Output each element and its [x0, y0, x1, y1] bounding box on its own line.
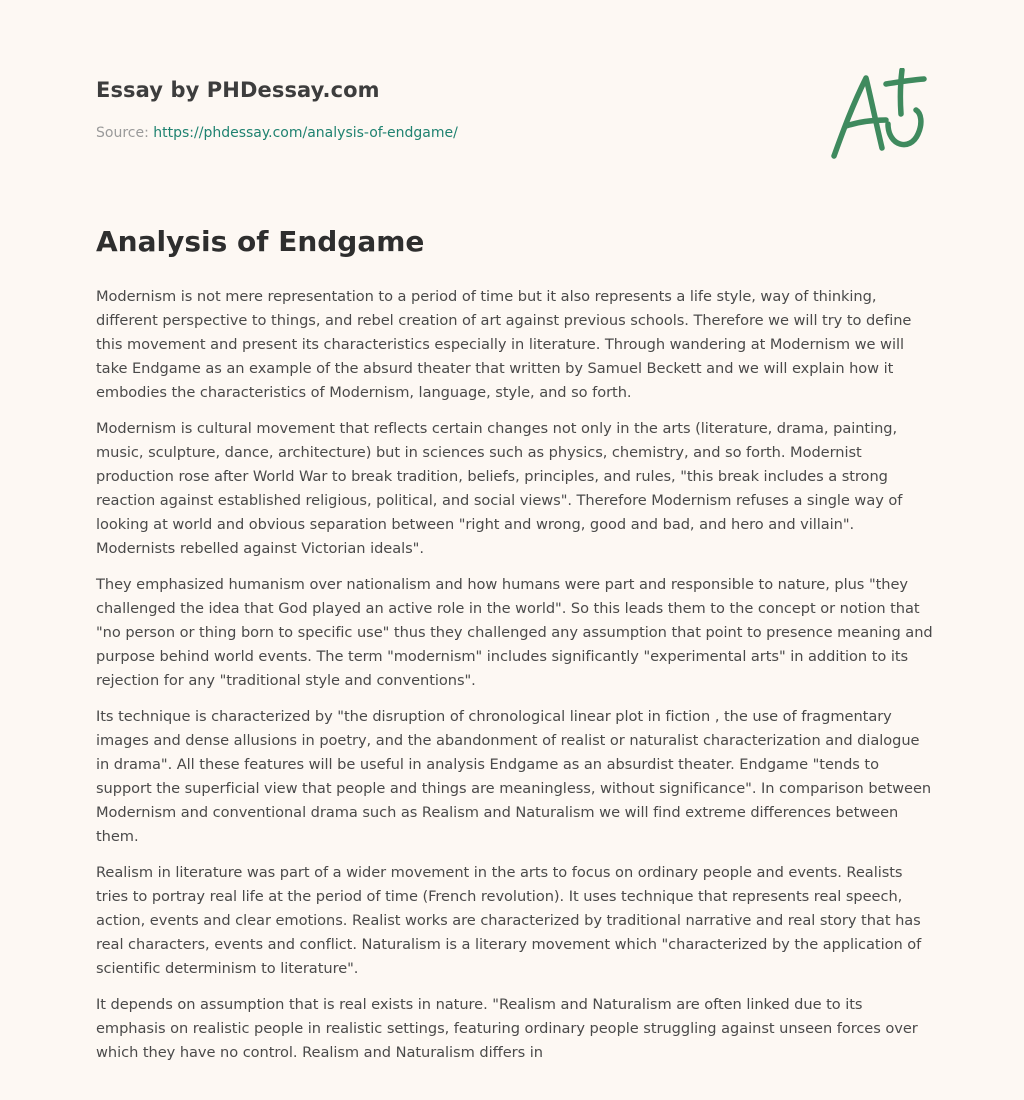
paragraph: Modernism is not mere representation to a period of time but it also represents a life style, way of thinking, different perspective to things, and rebel creation of art against previous schools. Therefore we will try to define this movement and present its characteristics especially in literature. Through wandering at Modernism we will take Endgame as an example of the absurd theater that written by Samuel Beckett and we will explain how it embodies the characteristics of Modernism, language, style, and so forth.: [96, 288, 912, 401]
paragraph: It depends on assumption that is real exists in nature. "Realism and Naturalism are often linked due to its emphasis on realistic people in realistic settings, featuring ordinary people struggling against unseen forces over which they have no control. Realism and Naturalism differs in: [96, 996, 918, 1061]
essay-body: [96, 285, 934, 1077]
page-title: Analysis of Endgame: [96, 225, 425, 258]
paragraph: Modernism is cultural movement that reflects certain changes not only in the arts (literature, drama, painting, music, sculpture, dance, architecture) but in sciences such as physics, chemistry, and so forth. Modernist production rose after World War to break tradition, beliefs, principles, and rules, "this break includes a strong reaction against established religious, political, and social views". Therefore Modernism refuses a single way of looking at world and obvious separation between "right and wrong, good and bad, and hero and villain". Modernists rebelled against Victorian ideals".: [96, 420, 903, 557]
essay-header: [96, 70, 928, 180]
paragraph: Its technique is characterized by "the disruption of chronological linear plot in fiction , the use of fragmentary images and dense allusions in poetry, and the abandonment of realist or naturalist characterization and dialogue in drama". All these features will be useful in analysis Endgame as an absurdist theater. Endgame "tends to support the superficial view that people and things are meaningless, without significance". In comparison between Modernism and conventional drama such as Realism and Naturalism we will find extreme differences between them.: [96, 708, 932, 845]
source-link[interactable]: https://phdessay.com/analysis-of-endgame/: [153, 125, 458, 141]
paragraph: Realism in literature was part of a wider movement in the arts to focus on ordinary people and events. Realists tries to portray real life at the period of time (French revolution). It uses technique that represents real speech, action, events and clear emotions. Realist works are characterized by traditional narrative and real story that has real characters, events and conflict. Naturalism is a literary movement which "characterized by the application of scientific determinism to literature".: [96, 864, 922, 977]
source-label: Source:: [96, 125, 149, 141]
a-plus-logo-icon: [828, 68, 928, 164]
site-brand: Essay by PHDessay.com: [96, 78, 380, 102]
paragraph: They emphasized humanism over nationalism and how humans were part and responsible to nature, plus "they challenged the idea that God played an active role in the world". So this leads them to the concept or notion that "no person or thing born to specific use" thus they challenged any assumption that point to presence meaning and purpose behind world events. The term "modernism" includes significantly "experimental arts" in addition to its rejection for any "traditional style and conventions".: [96, 576, 933, 689]
source-line: [96, 125, 458, 141]
